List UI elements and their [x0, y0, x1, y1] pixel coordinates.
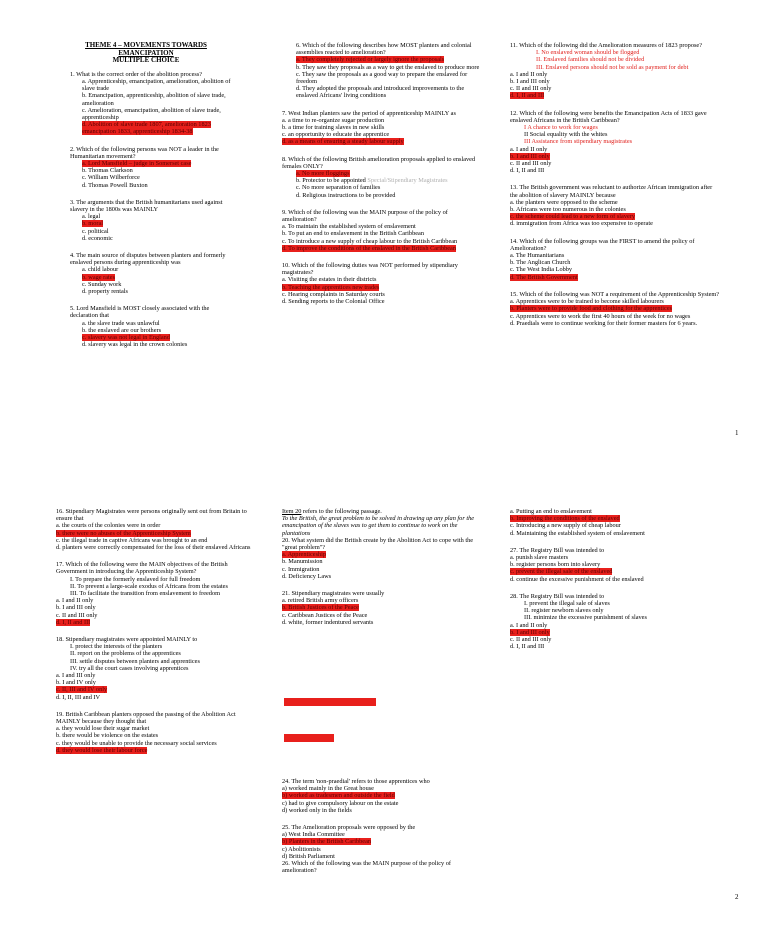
- option-a: a. the courts of the colonies were in order: [56, 522, 161, 530]
- option-b: b. the enslaved are our brothers: [82, 326, 162, 334]
- question-2: [56, 146, 236, 189]
- highlight-bar: [284, 734, 334, 742]
- option-c: c. II and III only: [510, 636, 552, 644]
- option-b: b. there would be violence on the estates: [56, 732, 159, 740]
- question-4: [56, 252, 236, 295]
- option-a: a. retired British army officers: [282, 597, 359, 605]
- option-a: a. a time to re-organize sugar production: [282, 116, 385, 124]
- question-stem: 11. Which of the following did the Amelioration measures of 1823 propose?: [510, 42, 703, 49]
- option-b: b. They saw they proposals as a way to get the enslaved to produce more: [296, 63, 480, 71]
- option-d: d. Thomas Powell Buxton: [82, 181, 148, 189]
- statement-ii: II Social equality with the whites: [524, 131, 608, 139]
- option-d: d. continue the excessive punishment of the enslaved: [510, 575, 644, 583]
- option-d-highlighted: d. I, II and III: [510, 92, 545, 100]
- option-a: a) West India Committee: [282, 831, 345, 839]
- question-stem: 27. The Registry Bill was intended to: [510, 546, 605, 554]
- page-number: 1: [735, 429, 739, 437]
- statement-iii: III. minimize the excessive punishment of slaves: [524, 614, 647, 622]
- option-b: b. a time for training slaves in new skills: [282, 124, 385, 132]
- question-24: [282, 778, 482, 814]
- option-c: c. II and III only: [56, 611, 98, 619]
- option-b: b. I and IV only: [56, 679, 96, 687]
- option-b: b. Thomas Clarkson: [82, 167, 133, 175]
- option-c: c. William Wilberforce: [82, 174, 140, 182]
- question-stem: 19. British Caribbean planters opposed the passing of the Abolition Act MAINLY because they thought that: [56, 710, 236, 726]
- option-c: c. Apprentices were to work the first 40 hours of the week for no wages: [510, 312, 691, 320]
- question-stem: 10. Which of the following duties was NOT performed by stipendiary magistrates?: [282, 262, 458, 277]
- option-d: d. white, former indentured servants: [282, 618, 374, 626]
- option-b-highlighted: b. there were no abuses of the Apprenticeship System: [56, 529, 191, 537]
- option-d-highlighted: d. they would lose their labour force: [56, 746, 148, 754]
- question-stem: 12. Which of the following were benefits the Emancipation Acts of 1833 gave enslaved Africans in the British Caribbean?: [510, 109, 707, 124]
- question-8: [282, 156, 482, 199]
- option-c: c. an opportunity to educate the apprentice: [282, 131, 390, 139]
- option-a: a. I and III only: [56, 672, 96, 680]
- option-b: b. Africans were too numerous in the colonies: [510, 206, 626, 214]
- option-d: d. Sending reports to the Colonial Office: [282, 298, 385, 306]
- highlight-bar: [284, 698, 376, 706]
- question-stem: 18. Stipendiary magistrates were appointed MAINLY to: [56, 636, 198, 644]
- option-d: d. immigration from Africa was too expensive to operate: [510, 220, 653, 228]
- question-10: [282, 262, 482, 305]
- option-c: c. Hearing complaints in Saturday courts: [282, 290, 385, 298]
- option-b: b. Emancipation, apprenticeship, abolition of slave trade, amelioration: [82, 92, 226, 107]
- option-d: d. I, II and III: [510, 643, 545, 651]
- option-c-highlighted: c. slavery was not legal in England: [82, 334, 170, 342]
- option-c: c) had to give compulsory labour on the estate: [282, 799, 399, 807]
- question-17: [56, 561, 256, 626]
- option-d: d. I, II, III and IV: [56, 693, 101, 701]
- option-a: a. Apprenticeship, emancipation, amelioration, abolition of slave trade: [82, 77, 231, 93]
- page1-column-1: [56, 42, 236, 355]
- option-c: c. The West India Lobby: [510, 266, 573, 274]
- option-a-highlighted: a. Apprenticeship: [282, 551, 327, 559]
- option-b: b. Protector to be appointed: [296, 177, 366, 185]
- question-25: [282, 824, 482, 860]
- question-stem: 6. Which of the following describes how MOST planters and colonial assemblies reacted to amelioration?: [296, 42, 472, 57]
- option-c-highlighted: c. the scheme could lead to a new form of slavery: [510, 213, 636, 221]
- statement-iv: IV. try all the court cases involving apprentices: [70, 664, 189, 672]
- option-b: b. The Anglican Church: [510, 259, 571, 267]
- question-14: [510, 238, 720, 281]
- question-27: [510, 547, 720, 583]
- question-18: [56, 636, 256, 701]
- option-b-highlighted: b. I and III only: [510, 152, 550, 160]
- question-stem: 7. West Indian planters saw the period of apprenticeship MAINLY as: [282, 109, 456, 117]
- statement-ii: II. register newborn slaves only: [524, 607, 604, 615]
- option-a: a. I and II only: [510, 621, 548, 629]
- option-d: d) worked only in the fields: [282, 806, 352, 814]
- question-stem: 4. The main source of disputes between planters and formerly enslaved persons during apprenticeship was: [70, 252, 226, 267]
- question-stem: 16. Stipendiary Magistrates were persons originally sent out from Britain to ensure that: [56, 508, 247, 523]
- option-c: c. they would be unable to provide the necessary social services: [56, 739, 217, 747]
- option-a: a. Visiting the estates in their districts: [282, 276, 377, 284]
- option-c: c. Sunday work: [82, 280, 122, 288]
- question-stem: 21. Stipendiary magistrates were usually: [282, 590, 385, 598]
- statement-ii: II. Enslaved families should not be divided: [536, 56, 645, 64]
- option-d: d. slavery was legal in the crown colonies: [82, 341, 188, 349]
- statement-i: I A chance to work for wages: [524, 124, 598, 132]
- option-d: d. Praedials were to continue working for their former masters for 6 years.: [510, 319, 698, 327]
- question-26-options: [510, 508, 720, 537]
- option-c: c. To introduce a new supply of cheap labour to the British Caribbean: [282, 237, 458, 245]
- question-stem: 17. Which of the following were the MAIN objectives of the British Government in introducing the Apprenticeship System?: [56, 561, 228, 576]
- question-stem: 25. The Amelioration proposals were opposed by the: [282, 824, 416, 832]
- passage: To the British, the great problem to be solved in drawing up any plan for the emancipation of the slaves was to get them to continue to work on the plantations: [282, 515, 475, 537]
- option-d: d) British Parliament: [282, 852, 335, 860]
- option-a-highlighted: a. Lord Mansfield – judge in Somerset case: [82, 160, 192, 168]
- question-5: [56, 305, 236, 348]
- option-b-highlighted: b. I and III only: [510, 628, 550, 636]
- question-28: [510, 593, 720, 651]
- option-b-highlighted: b) worked as tradesmen and outside the field: [282, 792, 395, 800]
- item-20-intro-text: refers to the following passage.: [301, 508, 382, 515]
- question-20: [282, 537, 482, 580]
- question-3: [56, 199, 236, 242]
- option-a: a. The Humanitarians: [510, 252, 565, 260]
- option-c: c) Abolitionists: [282, 845, 321, 853]
- question-stem: 24. The term 'non-praedial' refers to those apprentices who: [282, 778, 430, 785]
- option-a: a. I and II only: [510, 70, 548, 78]
- page2-column-2-lower: [282, 778, 482, 881]
- question-stem: 15. Which of the following was NOT a requirement of the Apprenticeship System?: [510, 290, 720, 298]
- statement-i: I. prevent the illegal sale of slaves: [524, 600, 610, 608]
- option-b-highlighted: b. moral: [82, 220, 103, 228]
- option-b: b. Manumission: [282, 558, 323, 566]
- option-c: c. II and III only: [510, 85, 552, 93]
- question-stem: 8. Which of the following British amelioration proposals applied to enslaved females ONLY?: [282, 155, 476, 170]
- option-a: a. I and II only: [510, 145, 548, 153]
- question-stem: 1. What is the correct order of the abolition process?: [70, 70, 203, 78]
- option-d-highlighted: d. as a means of ensuring a steady labour supply: [282, 138, 404, 146]
- option-c: c. Caribbean Justices of the Peace: [282, 611, 368, 619]
- question-15: [510, 291, 720, 327]
- option-d: d. Maintaining the established system of enslavement: [510, 529, 645, 537]
- option-a-highlighted: a. They completely rejected or largely ignore the proposals: [296, 56, 445, 64]
- page2-column-3: [510, 508, 720, 657]
- statement-i: I. protect the interests of the planters: [70, 643, 163, 651]
- option-b-highlighted: b. Planters were to provide food and clothing for the apprentices: [510, 305, 673, 313]
- page-number: 2: [735, 893, 739, 901]
- item-20-intro: [282, 508, 482, 515]
- option-b-note: Special/Stipendiary Magistrates: [367, 177, 448, 185]
- option-a: a. Apprentices were to be trained to become skilled labourers: [510, 298, 664, 306]
- option-a: a. child labour: [82, 266, 119, 274]
- page-1: [0, 0, 768, 450]
- option-d: d. property rentals: [82, 288, 128, 296]
- option-d-highlighted: d. I, II and III: [56, 618, 91, 626]
- worksheet-subtitle: MULTIPLE CHOICE: [112, 56, 180, 65]
- statement-iii: III. settle disputes between planters and apprentices: [70, 657, 200, 665]
- page1-column-3: [510, 42, 720, 334]
- option-d: d. Religious instructions to be provided: [296, 191, 396, 199]
- question-stem: 3. The arguments that the British humanitarians used against slavery in the 1800s was MAINLY: [70, 198, 223, 214]
- question-13: [510, 184, 720, 227]
- question-19: [56, 711, 256, 754]
- option-b-highlighted: b) Planters in the British Caribbean: [282, 838, 372, 846]
- statement-i: I. To prepare the formerly enslaved for full freedom: [70, 575, 201, 583]
- option-c: c. Introducing a new supply of cheap labour: [510, 522, 621, 530]
- option-a: a. punish slave masters: [510, 554, 569, 562]
- question-26: [282, 860, 482, 874]
- option-a: a. Putting an end to enslavement: [510, 508, 592, 515]
- option-a: a. they would lose their sugar market: [56, 725, 150, 733]
- question-stem: 20. What system did the British create by the Abolition Act to cope with the "great problem"?: [282, 536, 474, 552]
- option-c: c. They saw the proposals as a good way to prepare the enslaved for freedom: [296, 70, 468, 86]
- option-c-highlighted: c. prevent the illegal sale of the enslaved: [510, 568, 613, 576]
- item-20-label: Item 20: [282, 508, 302, 515]
- question-12: [510, 110, 720, 175]
- statement-ii: II. To prevent a large-scale exodus of Africans from the estates: [70, 582, 228, 590]
- option-d: d. Deficiency Laws: [282, 572, 332, 580]
- option-a: a. I and II only: [56, 597, 94, 605]
- question-stem: 2. Which of the following persons was NOT a leader in the Humanitarian movement?: [70, 145, 219, 160]
- option-b-highlighted: b. British Justices of the Peace: [282, 604, 359, 612]
- option-c: c. II and III only: [510, 160, 552, 168]
- option-d: d. planters were correctly compensated for the loss of their enslaved Africans: [56, 544, 251, 552]
- worksheet-title: THEME 4 – MOVEMENTS TOWARDS: [85, 41, 207, 49]
- option-c: c. No more separation of families: [296, 184, 381, 192]
- option-a: a. legal: [82, 213, 101, 221]
- statement-iii: III Assistance from stipendiary magistrates: [524, 138, 633, 146]
- statement-iii: III. To facilitate the transition from enslavement to freedom: [70, 590, 220, 598]
- question-16: [56, 508, 256, 551]
- option-c-highlighted: c. II, III and IV only: [56, 686, 108, 694]
- question-stem: 14. Which of the following groups was the FIRST to amend the policy of Amelioration?: [510, 237, 695, 252]
- question-9: [282, 209, 482, 252]
- option-b: b. I and III only: [510, 78, 550, 86]
- option-b-highlighted: b. wage rates: [82, 273, 116, 281]
- question-stem: 28. The Registry Bill was intended to: [510, 592, 605, 600]
- question-21: [282, 590, 482, 626]
- option-b: b. To put an end to enslavement in the British Caribbean: [282, 230, 424, 238]
- question-stem: 9. Which of the following was the MAIN purpose of the policy of amelioration?: [282, 208, 448, 224]
- option-d-highlighted: d. Abolition of slave trade 1807, amelioration 1823 emancipation 1833, apprenticeship 1834-38: [82, 121, 211, 136]
- statement-iii: III. Enslaved persons should not be sold as payment for debt: [536, 63, 689, 71]
- page-2: [0, 466, 768, 932]
- option-c: c. the illegal trade in captive Africans was brought to an end: [56, 536, 208, 544]
- option-b-highlighted: b. Improving the conditions of the enslaved: [510, 515, 620, 523]
- option-a: a. To maintain the established system of enslavement: [282, 223, 416, 231]
- option-d: d. I, II and III: [510, 167, 545, 175]
- statement-ii: II. report on the problems of the apprentices: [70, 650, 181, 658]
- question-stem: 26. Which of the following was the MAIN purpose of the policy of amelioration?: [282, 860, 451, 875]
- option-d: d. They adopted the proposals and introduced improvements to the enslaved Africans' living conditions: [296, 85, 465, 100]
- page2-column-2: [282, 508, 482, 633]
- option-a-highlighted: a. No more floggings: [296, 170, 350, 178]
- page1-column-2: [282, 42, 482, 312]
- question-11: [510, 42, 720, 100]
- option-b: b. register persons born into slavery: [510, 561, 601, 569]
- option-a: a. the planters were opposed to the scheme: [510, 198, 618, 206]
- question-7: [282, 110, 482, 146]
- option-a: a. the slave trade was unlawful: [82, 319, 160, 327]
- option-d: d. economic: [82, 234, 113, 242]
- statement-i: I. No enslaved woman should be flogged: [536, 49, 640, 57]
- option-d-highlighted: d. To improve the conditions of the enslaved in the British Caribbean: [282, 244, 456, 252]
- question-stem: 5. Lord Mansfield is MOST closely associated with the declaration that: [70, 305, 210, 320]
- option-b: b. I and III only: [56, 604, 96, 612]
- option-d-highlighted: d. The British Government: [510, 273, 578, 281]
- question-stem: 13. The British government was reluctant to authorize African immigration after the abolition of slavery MAINLY because: [510, 184, 713, 199]
- option-c: c. Immigration: [282, 565, 320, 573]
- question-6: [282, 42, 482, 100]
- worksheet-title-line2: EMANCIPATION: [118, 48, 174, 57]
- option-b-highlighted: b. Teaching the apprentices new trades: [282, 283, 380, 291]
- option-c: c. Amelioration, emancipation, abolition of slave trade, apprenticeship: [82, 106, 221, 121]
- page2-column-1: [56, 508, 256, 761]
- option-c: c. political: [82, 227, 109, 235]
- option-a: a) worked mainly in the Great house: [282, 785, 374, 793]
- question-1: [56, 71, 236, 136]
